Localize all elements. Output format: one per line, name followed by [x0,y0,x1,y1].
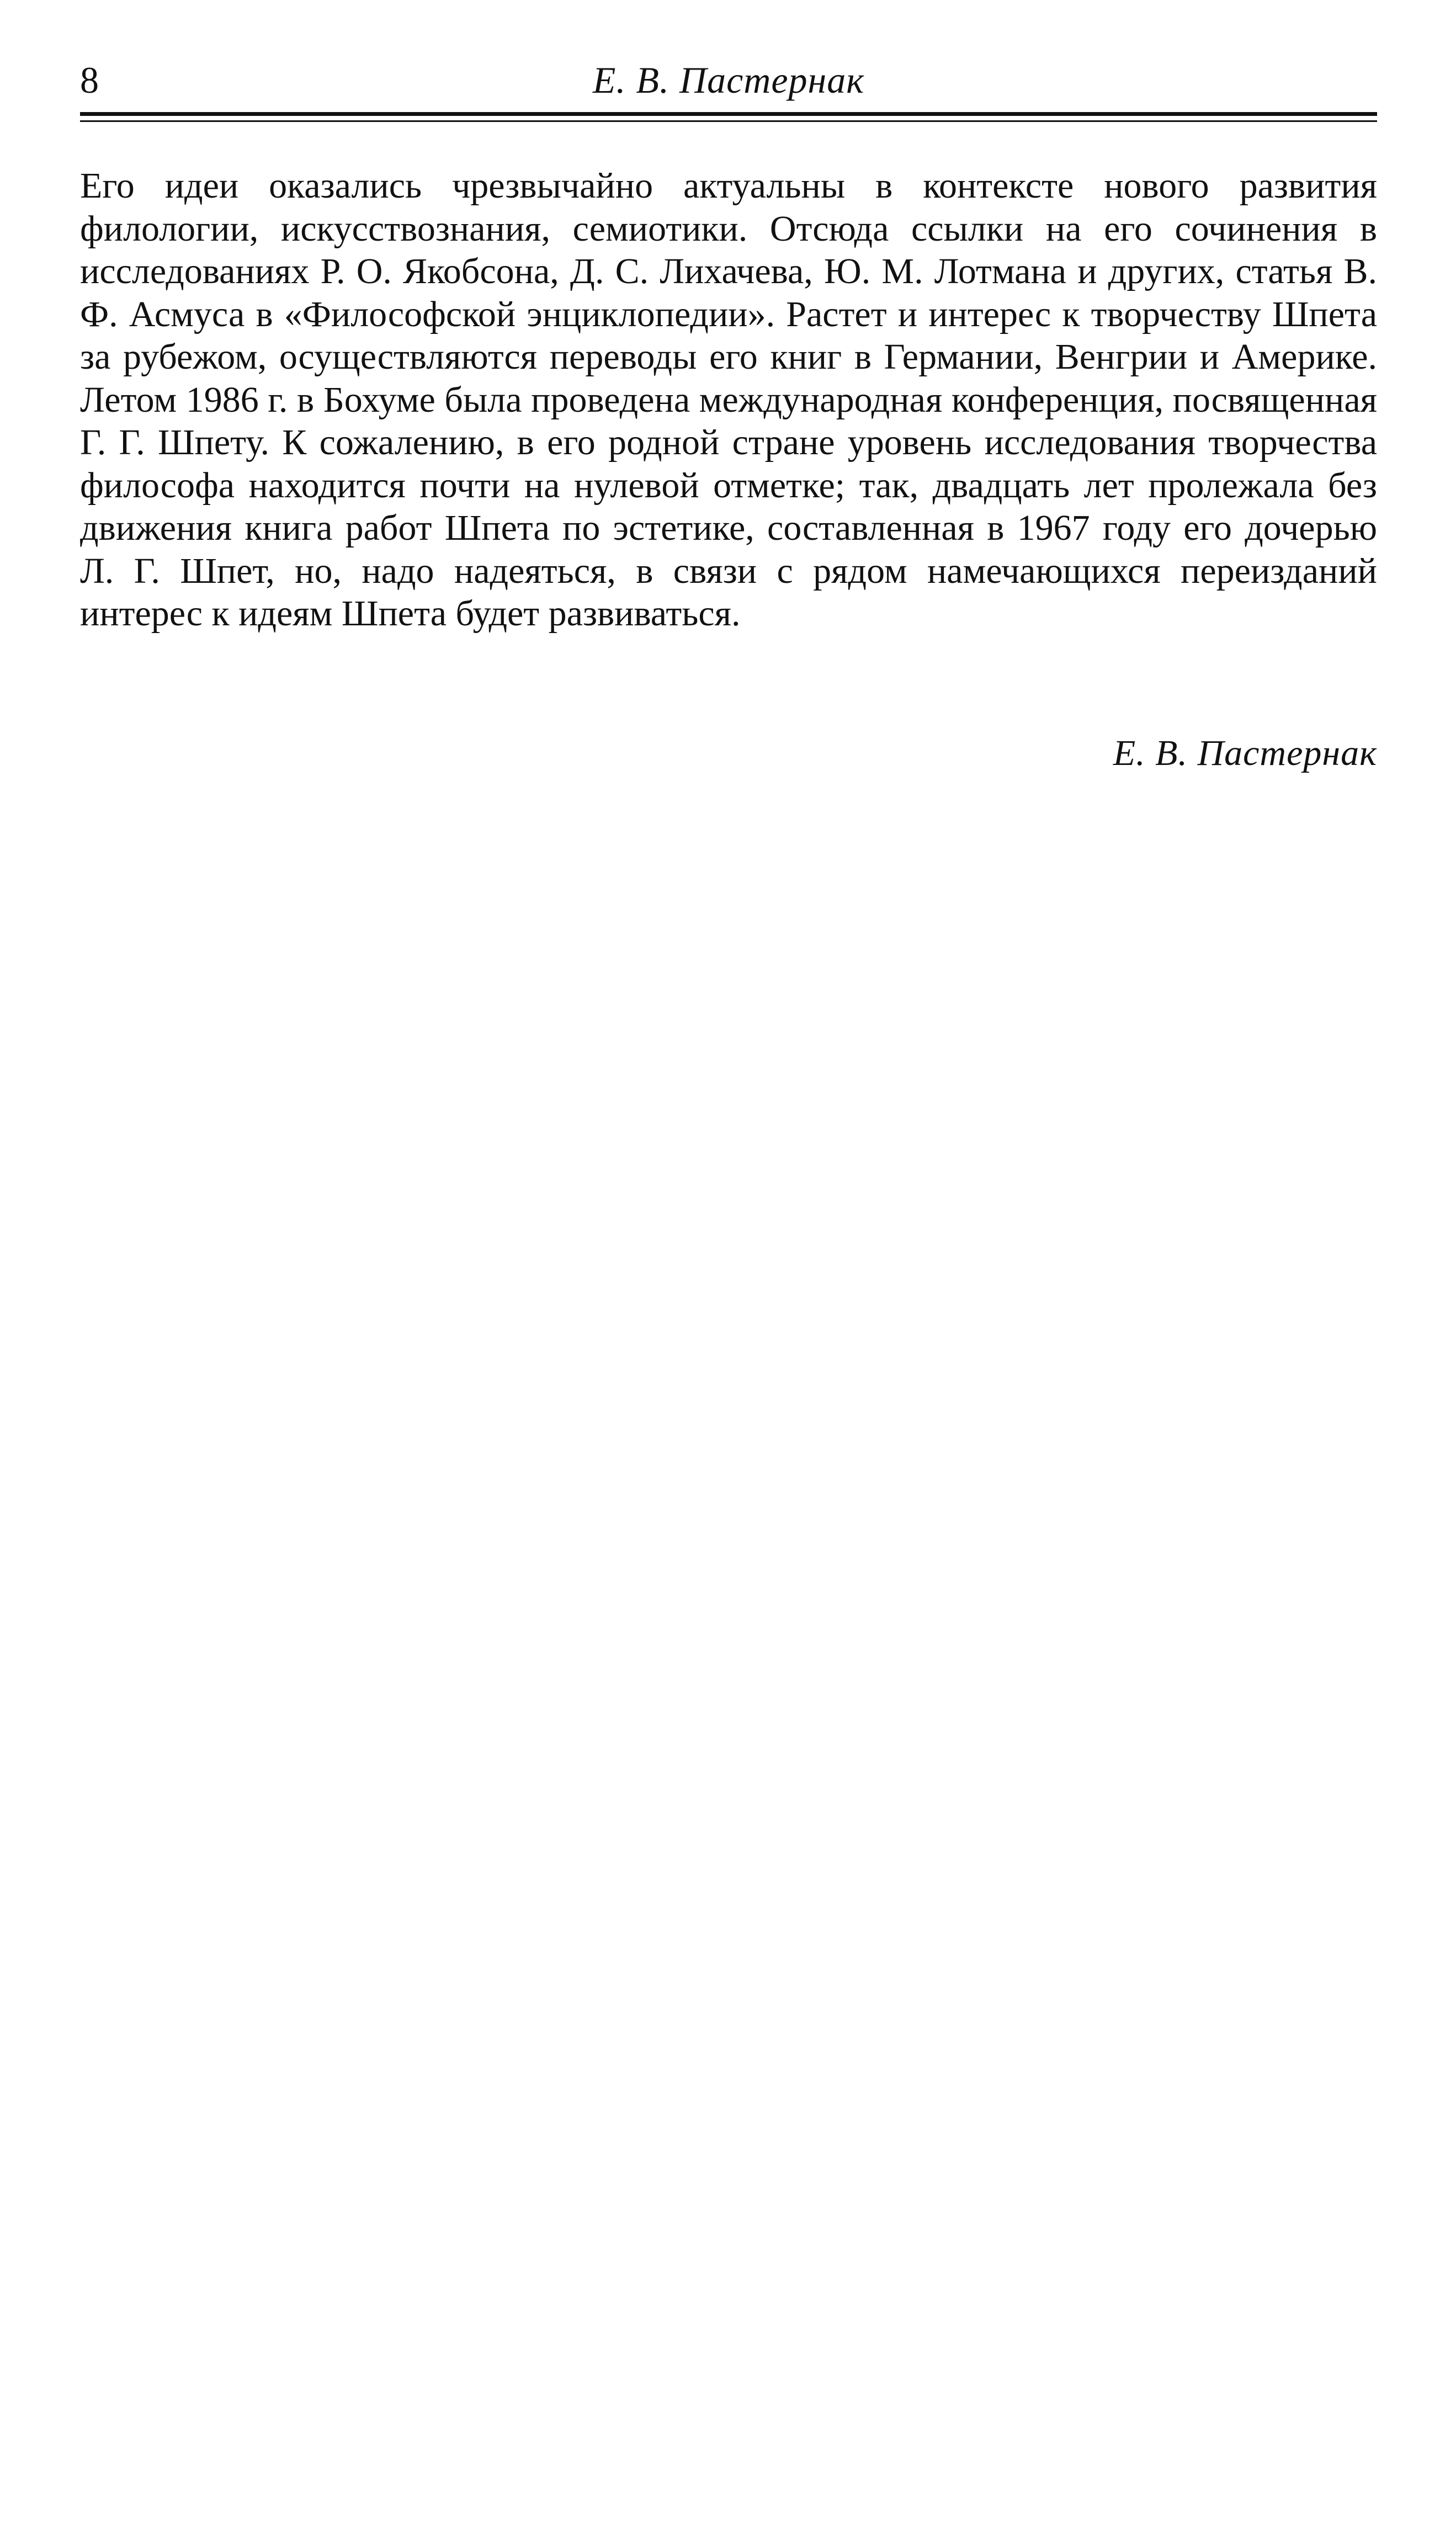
page-number: 8 [80,59,99,101]
author-signature: Е. В. Пастернак [1113,733,1377,773]
page-header [80,52,1377,108]
header-rule-thin [80,120,1377,122]
running-title: Е. В. Пастернак [592,59,865,101]
body-paragraph: Его идеи оказались чрезвычайно актуальны в контексте нового развития филологии, искусствознания, семиотики. Отсюда ссылки на его сочинения в исследованиях Р. О. Якобсона, Д. С. Лихачева, Ю. М. Лотмана и других, статья В. Ф. Асмуса в «Философской энциклопедии». Растет и интерес к творчеству Шпета за рубежом, осуществляются переводы его книг в Германии, Венгрии и Америке. Летом 1986 г. в Бохуме была проведена международная конференция, посвященная Г. Г. Шпету. К сожалению, в его родной стране уровень исследования творчества философа находится почти на нулевой отметке; так, двадцать лет пролежала без движения книга работ Шпета по эстетике, составленная в 1967 году его дочерью Л. Г. Шпет, но, надо надеяться, в связи с рядом намечающихся переизданий интерес к идеям Шпета будет развиваться. [80,166,1377,634]
header-rule-thick [80,112,1377,116]
